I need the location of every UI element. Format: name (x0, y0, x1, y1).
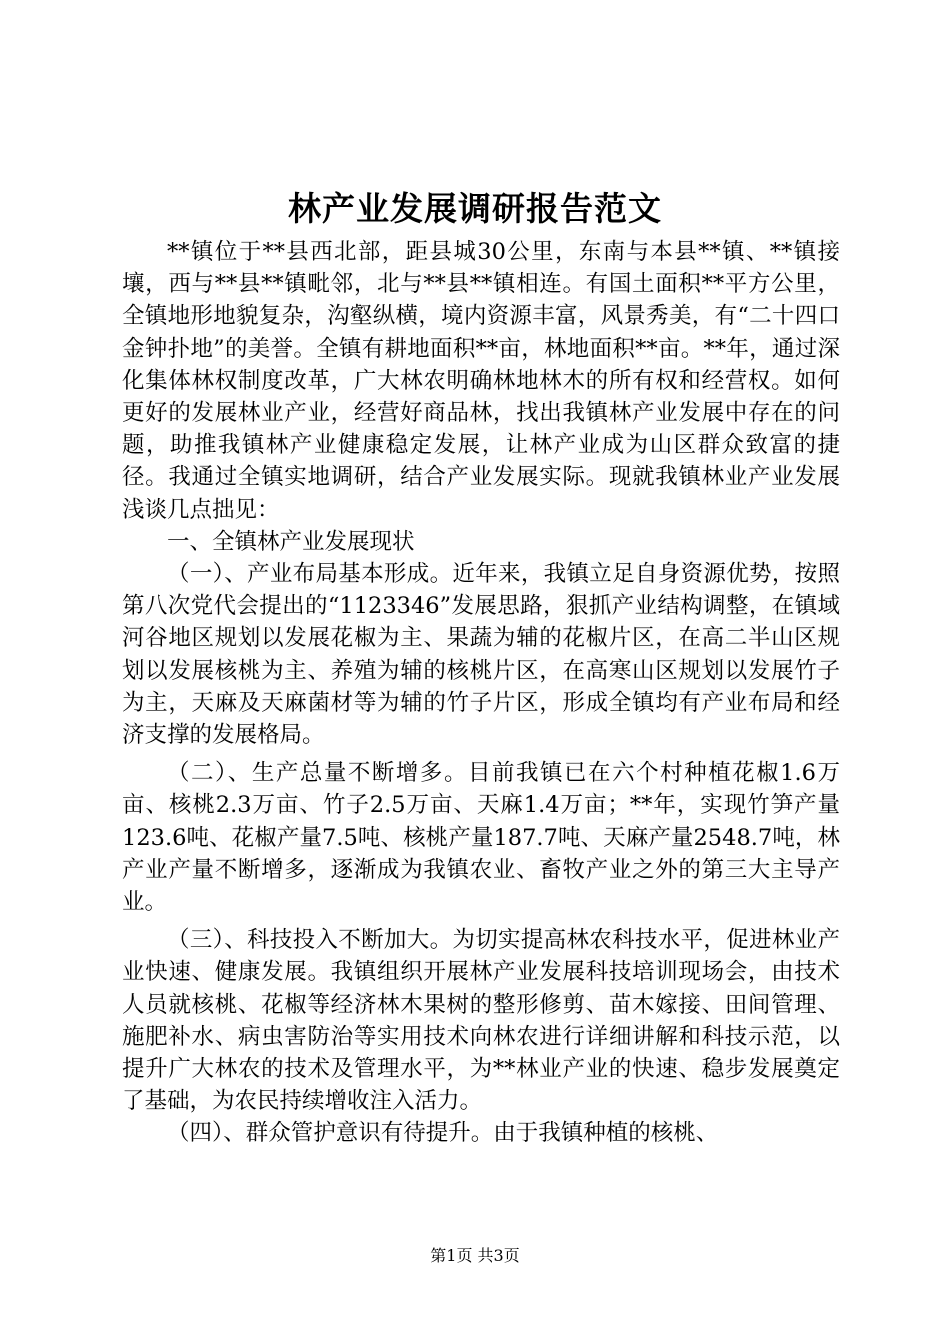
paragraph-section-3: （三）、科技投入不断加大。为切实提高林农科技水平，促进林业产业快速、健康发展。我镇组织开展林产业发展科技培训现场会，由技术人员就核桃、花椒等经济林木果树的整形修剪、苗木嫁接、田间管理、施肥补水、病虫害防治等实用技术向林农进行详细讲解和科技示范，以提升广大林农的技术及管理水平，为**林业产业的快速、稳步发展奠定了基础，为农民持续增收注入活力。 (122, 927, 840, 1115)
document-body (122, 236, 840, 1150)
paragraph-section-2: （二）、生产总量不断增多。目前我镇已在六个村种植花椒1.6万亩、核桃2.3万亩、竹子2.5万亩、天麻1.4万亩；**年，实现竹笋产量123.6吨、花椒产量7.5吨、核桃产量187.7吨、天麻产量2548.7吨，林产业产量不断增多，逐渐成为我镇农业、畜牧产业之外的第三大主导产业。 (122, 760, 840, 916)
paragraph-section-4: （四）、群众管护意识有待提升。由于我镇种植的核桃、 (167, 1120, 719, 1147)
paragraph-intro: **镇位于**县西北部，距县城30公里，东南与本县**镇、**镇接壤，西与**县**镇毗邻，北与**县**镇相连。有国土面积**平方公里，全镇地形地貌复杂，沟壑纵横，境内资源丰富，风景秀美，有“二十四口金钟扑地”的美誉。全镇有耕地面积**亩，林地面积**亩。**年，通过深化集体林权制度改革，广大林农明确林地林木的所有权和经营权。如何更好的发展林业产业，经营好商品林，找出我镇林产业发展中存在的问题，助推我镇林产业健康稳定发展，让林产业成为山区群众致富的捷径。我通过全镇实地调研，结合产业发展实际。现就我镇林业产业发展浅谈几点拙见： (122, 239, 840, 523)
page-footer: 第1页 共3页 (430, 1246, 520, 1265)
section-heading: 一、全镇林产业发展现状 (167, 528, 415, 555)
paragraph-section-1: （一）、产业布局基本形成。近年来，我镇立足自身资源优势，按照第八次党代会提出的“1123346”发展思路，狠抓产业结构调整，在镇域河谷地区规划以发展花椒为主、果蔬为辅的花椒片区，在高二半山区规划以发展核桃为主、养殖为辅的核桃片区，在高寒山区规划以发展竹子为主，天麻及天麻菌材等为辅的竹子片区，形成全镇均有产业布局和经济支撑的发展格局。 (122, 561, 840, 749)
document-title: 林产业发展调研报告范文 (288, 189, 662, 228)
